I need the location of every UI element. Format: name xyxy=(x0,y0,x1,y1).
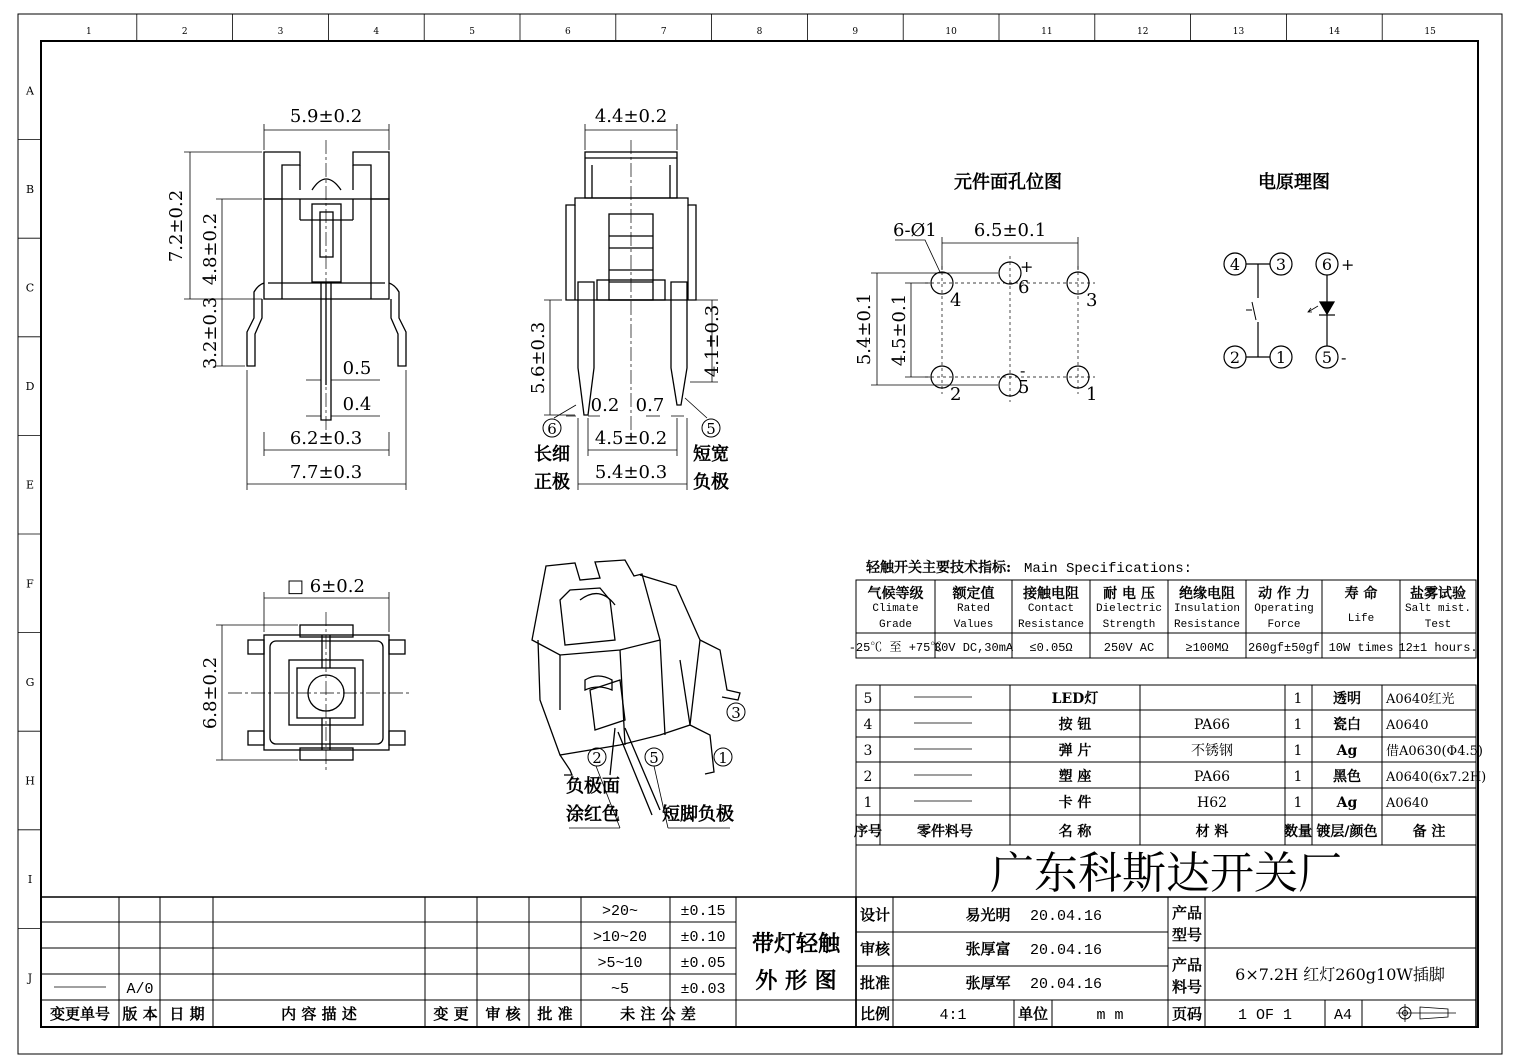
spec-table-text xyxy=(849,559,1478,655)
revision-text xyxy=(50,981,573,1023)
hole-pin-4: 4 xyxy=(950,290,962,311)
ruler-col-4: 4 xyxy=(373,27,380,37)
bom-header-material: 材 料 xyxy=(1195,824,1229,840)
unit-value: m m xyxy=(1096,1007,1124,1024)
ruler-col-2: 2 xyxy=(181,27,188,37)
revision-footer-4: 变 更 xyxy=(433,1005,469,1023)
check-name: 张厚富 xyxy=(965,940,1011,958)
spec-value-3: 250V AC xyxy=(1103,641,1155,655)
bom-qty-5: 1 xyxy=(1293,691,1303,707)
sch-minus: - xyxy=(1341,348,1347,367)
bom-finish-3: Ag xyxy=(1336,743,1358,759)
bom-finish-4: 瓷白 xyxy=(1333,717,1361,733)
part-label-2: 料号 xyxy=(1171,978,1203,996)
check-label: 审核 xyxy=(859,940,891,958)
bom-qty-3: 1 xyxy=(1293,743,1303,759)
ruler-row-F: F xyxy=(26,577,34,591)
ruler-col-13: 13 xyxy=(1232,27,1245,37)
tolerance-footer: 未 注 公 差 xyxy=(620,1005,696,1023)
spec-header-en-2-1: Resistance xyxy=(1017,619,1085,631)
bom-name-1: 卡 件 xyxy=(1058,795,1092,811)
ruler-row-H: H xyxy=(25,774,35,788)
ruler-left xyxy=(18,84,41,984)
hole-pin-3: 3 xyxy=(1086,290,1098,311)
hole-plus: + xyxy=(1020,257,1034,276)
spec-header-en-7-1: Test xyxy=(1424,619,1452,631)
spec-title: 轻触开关主要技术指标: xyxy=(866,560,1012,576)
bom-note-1: A0640 xyxy=(1386,796,1429,811)
ruler-col-1: 1 xyxy=(86,27,92,37)
bom-no-2: 2 xyxy=(863,769,873,785)
tolerance-range-0: >20~ xyxy=(601,903,639,920)
spec-value-5: 260gf±50gf xyxy=(1247,641,1321,655)
dim-lead-length: 3.2±0.3 xyxy=(200,296,221,370)
spec-header-en-1-1: Values xyxy=(953,619,994,631)
dim-side-45: 4.5±0.2 xyxy=(594,428,668,449)
hole-pin-5: 5 xyxy=(1018,377,1030,398)
bom-no-3: 3 xyxy=(863,743,873,759)
hole-minus: - xyxy=(1020,361,1026,380)
tolerance-range-2: >5~10 xyxy=(597,955,643,972)
paper-size: A4 xyxy=(1333,1007,1353,1024)
bom-no-4: 4 xyxy=(863,717,873,733)
top-view-dims xyxy=(200,576,365,729)
dim-hole-dia: 6-Ø1 xyxy=(893,220,937,241)
dim-pin-0-5: 0.5 xyxy=(342,358,372,379)
sch-node-6: 6 xyxy=(1321,255,1333,274)
ruler-col-10: 10 xyxy=(945,27,957,37)
ruler-col-15: 15 xyxy=(1424,27,1436,37)
sch-plus: + xyxy=(1341,255,1355,274)
schematic-text xyxy=(1230,171,1355,367)
bom-table-text xyxy=(854,690,1486,840)
revision-footer-0: 变更单号 xyxy=(49,1005,111,1023)
spec-header-cn-2: 接触电阻 xyxy=(1023,586,1079,602)
dim-hole-54: 5.4±0.1 xyxy=(854,292,875,366)
tolerance-value-2: ±0.05 xyxy=(680,955,726,972)
bom-qty-4: 1 xyxy=(1293,717,1303,733)
iso-label-right: 短脚负极 xyxy=(662,804,734,825)
ruler-col-5: 5 xyxy=(469,27,475,37)
spec-header-en-6-0: Life xyxy=(1347,613,1375,625)
model-label-2: 型号 xyxy=(1171,926,1203,944)
design-name: 易光明 xyxy=(965,906,1011,924)
tolerance-range-3: ~5 xyxy=(610,981,630,998)
spec-header-cn-6: 寿 命 xyxy=(1344,586,1378,602)
bom-finish-2: 黑色 xyxy=(1333,769,1361,785)
hole-layout-text xyxy=(854,171,1097,405)
bom-material-3: 不锈钢 xyxy=(1191,743,1233,759)
callout-3: 3 xyxy=(731,704,741,722)
bom-name-2: 塑 座 xyxy=(1058,769,1092,785)
design-date: 20.04.16 xyxy=(1029,908,1103,925)
bom-qty-2: 1 xyxy=(1293,769,1303,785)
hole-layout-title: 元件面孔位图 xyxy=(954,172,1062,193)
pin6-label-line1: 长细 xyxy=(534,444,570,465)
tolerance-range-1: >10~20 xyxy=(592,929,648,946)
ruler-row-B: B xyxy=(25,182,35,196)
bom-header-name: 名 称 xyxy=(1058,824,1092,840)
dim-long-pin: 5.6±0.3 xyxy=(528,321,549,395)
approve-date: 20.04.16 xyxy=(1029,976,1103,993)
dim-width-top: 5.9±0.2 xyxy=(289,106,363,127)
company-name: 广东科斯达开关厂 xyxy=(990,848,1342,899)
dim-hole-45: 4.5±0.1 xyxy=(889,293,910,367)
spec-header-en-0-1: Grade xyxy=(878,619,913,631)
spec-header-en-7-0: Salt mist. xyxy=(1404,603,1472,615)
bom-material-2: PA66 xyxy=(1193,769,1231,785)
hole-pin-1: 1 xyxy=(1086,384,1098,405)
approve-label: 批准 xyxy=(859,974,891,992)
hole-pin-6: 6 xyxy=(1018,277,1030,298)
ruler-row-I: I xyxy=(27,873,33,887)
dim-width-77: 7.7±0.3 xyxy=(289,462,363,483)
bom-finish-5: 透明 xyxy=(1333,691,1361,707)
dim-short-pin: 4.1±0.3 xyxy=(702,304,723,378)
scale-value: 4:1 xyxy=(939,1007,967,1024)
ruler-top xyxy=(86,14,1436,41)
isometric-view xyxy=(532,560,745,828)
ruler-col-14: 14 xyxy=(1328,27,1341,37)
tolerance-value-0: ±0.15 xyxy=(680,903,726,920)
dim-side-54: 5.4±0.3 xyxy=(594,462,668,483)
dim-side-0-7: 0.7 xyxy=(635,395,665,416)
spec-value-2: ≤0.05Ω xyxy=(1029,641,1073,655)
spec-value-0: -25℃ 至 +75℃ xyxy=(848,641,943,655)
tolerance-value-3: ±0.03 xyxy=(680,981,726,998)
unit-label: 单位 xyxy=(1017,1005,1049,1023)
schematic-title: 电原理图 xyxy=(1258,172,1330,193)
bom-name-3: 弹 片 xyxy=(1058,743,1092,759)
dim-side-0-2: 0.2 xyxy=(590,395,620,416)
spec-header-en-2-0: Contact xyxy=(1027,603,1075,615)
spec-value-6: 10W times xyxy=(1328,641,1394,655)
dim-side-width: 4.4±0.2 xyxy=(594,106,668,127)
ruler-col-11: 11 xyxy=(1041,27,1053,37)
page-value: 1 OF 1 xyxy=(1237,1007,1293,1024)
spec-header-en-1-0: Rated xyxy=(956,603,991,615)
spec-header-en-3-1: Strength xyxy=(1102,619,1156,631)
dim-square-6: □ 6±0.2 xyxy=(287,576,365,597)
bom-note-2: A0640(6x7.2H) xyxy=(1386,770,1487,785)
ruler-col-8: 8 xyxy=(756,27,763,37)
spec-value-4: ≥100MΩ xyxy=(1185,641,1229,655)
ruler-col-6: 6 xyxy=(565,27,571,37)
bom-note-5: A0640红光 xyxy=(1386,692,1455,707)
scale-label: 比例 xyxy=(859,1005,891,1023)
callout-1: 1 xyxy=(718,749,728,767)
part-value: 6×7.2H 红灯260g10W插脚 xyxy=(1235,965,1445,984)
bom-material-1: H62 xyxy=(1196,795,1228,811)
tolerance-text xyxy=(593,903,726,1023)
ruler-col-3: 3 xyxy=(277,27,284,37)
spec-header-en-4-1: Resistance xyxy=(1173,619,1241,631)
ruler-col-12: 12 xyxy=(1136,27,1149,37)
sch-node-4: 4 xyxy=(1229,255,1241,274)
revision-version: A/0 xyxy=(126,981,154,998)
sch-node-2: 2 xyxy=(1229,348,1241,367)
bom-header-part-no: 零件料号 xyxy=(917,824,973,840)
sch-node-5: 5 xyxy=(1321,348,1333,367)
ruler-row-D: D xyxy=(25,380,35,394)
top-view xyxy=(216,592,410,770)
revision-footer-1: 版 本 xyxy=(122,1005,158,1023)
spec-header-en-4-0: Insulation xyxy=(1173,603,1241,615)
ruler-row-J: J xyxy=(27,971,33,985)
bom-name-5: LED灯 xyxy=(1051,691,1099,707)
spec-header-cn-1: 额定值 xyxy=(952,586,995,602)
spec-header-cn-4: 绝缘电阻 xyxy=(1179,586,1235,602)
callout-2: 2 xyxy=(592,749,602,767)
bom-header-finish: 镀层/颜色 xyxy=(1316,824,1378,840)
bom-no-1: 1 xyxy=(863,795,873,811)
model-label-1: 产品 xyxy=(1171,904,1203,922)
dim-height-total: 7.2±0.2 xyxy=(166,189,187,263)
revision-footer-3: 内 容 描 述 xyxy=(281,1005,357,1023)
dim-pin-0-4: 0.4 xyxy=(342,394,372,415)
check-date: 20.04.16 xyxy=(1029,942,1103,959)
sch-node-3: 3 xyxy=(1275,255,1287,274)
dim-hole-65: 6.5±0.1 xyxy=(973,220,1047,241)
bom-note-3: 借A0630(Φ4.5) xyxy=(1386,744,1483,759)
ruler-col-7: 7 xyxy=(660,27,667,37)
pin5-label-line1: 短宽 xyxy=(693,444,729,465)
bom-qty-1: 1 xyxy=(1293,795,1303,811)
sch-node-1: 1 xyxy=(1275,348,1287,367)
tolerance-value-1: ±0.10 xyxy=(680,929,726,946)
pin6-number: 6 xyxy=(547,420,557,438)
spec-header-cn-5: 动 作 力 xyxy=(1258,586,1310,602)
approve-name: 张厚军 xyxy=(965,974,1011,992)
pin6-label-line2: 正极 xyxy=(534,472,570,493)
spec-header-en-5-0: Operating xyxy=(1254,603,1314,615)
spec-title-en: Main Specifications: xyxy=(1024,561,1193,577)
drawing-title-1: 带灯轻触 xyxy=(751,931,841,957)
ruler-row-E: E xyxy=(25,478,35,492)
spec-header-en-3-0: Dielectric xyxy=(1095,603,1163,615)
bom-header-qty: 数量 xyxy=(1284,824,1312,840)
dim-height-68: 6.8±0.2 xyxy=(200,656,221,730)
revision-footer-2: 日 期 xyxy=(169,1005,205,1023)
bom-material-4: PA66 xyxy=(1193,717,1231,733)
bom-header-note: 备 注 xyxy=(1412,824,1446,840)
iso-label-left-2: 涂红色 xyxy=(566,804,620,825)
callout-5: 5 xyxy=(649,749,659,767)
iso-label-left-1: 负极面 xyxy=(566,776,620,797)
drawing-title-2: 外 形 图 xyxy=(755,968,837,994)
front-view-dims xyxy=(166,106,371,483)
spec-header-cn-3: 耐 电 压 xyxy=(1103,586,1155,602)
bom-table xyxy=(856,685,1476,845)
spec-value-1: 30V DC,30mA xyxy=(933,641,1014,655)
design-label: 设计 xyxy=(859,906,891,924)
spec-header-cn-0: 气候等级 xyxy=(867,586,924,602)
hole-pin-2: 2 xyxy=(950,384,962,405)
pin5-number: 5 xyxy=(706,420,716,438)
dim-width-62: 6.2±0.3 xyxy=(289,428,363,449)
pin5-label-line2: 负极 xyxy=(693,472,729,493)
spec-header-en-5-1: Force xyxy=(1267,619,1301,631)
ruler-row-C: C xyxy=(25,281,35,295)
bom-name-4: 按 钮 xyxy=(1058,717,1092,733)
part-label-1: 产品 xyxy=(1171,956,1203,974)
ruler-row-A: A xyxy=(26,84,34,98)
spec-header-en-0-0: Climate xyxy=(872,603,919,615)
page-label: 页码 xyxy=(1171,1005,1203,1023)
revision-footer-5: 审 核 xyxy=(485,1005,521,1023)
spec-header-cn-7: 盐雾试验 xyxy=(1410,586,1466,602)
isometric-labels xyxy=(566,704,741,825)
ruler-row-G: G xyxy=(25,675,35,689)
bom-finish-1: Ag xyxy=(1336,795,1358,811)
spec-value-7: 12±1 hours. xyxy=(1398,641,1478,655)
bom-note-4: A0640 xyxy=(1386,718,1429,733)
dim-height-body: 4.8±0.2 xyxy=(200,212,221,286)
bom-header-no: 序号 xyxy=(854,824,882,840)
bom-no-5: 5 xyxy=(863,691,873,707)
revision-footer-6: 批 准 xyxy=(537,1005,573,1023)
ruler-col-9: 9 xyxy=(852,27,859,37)
